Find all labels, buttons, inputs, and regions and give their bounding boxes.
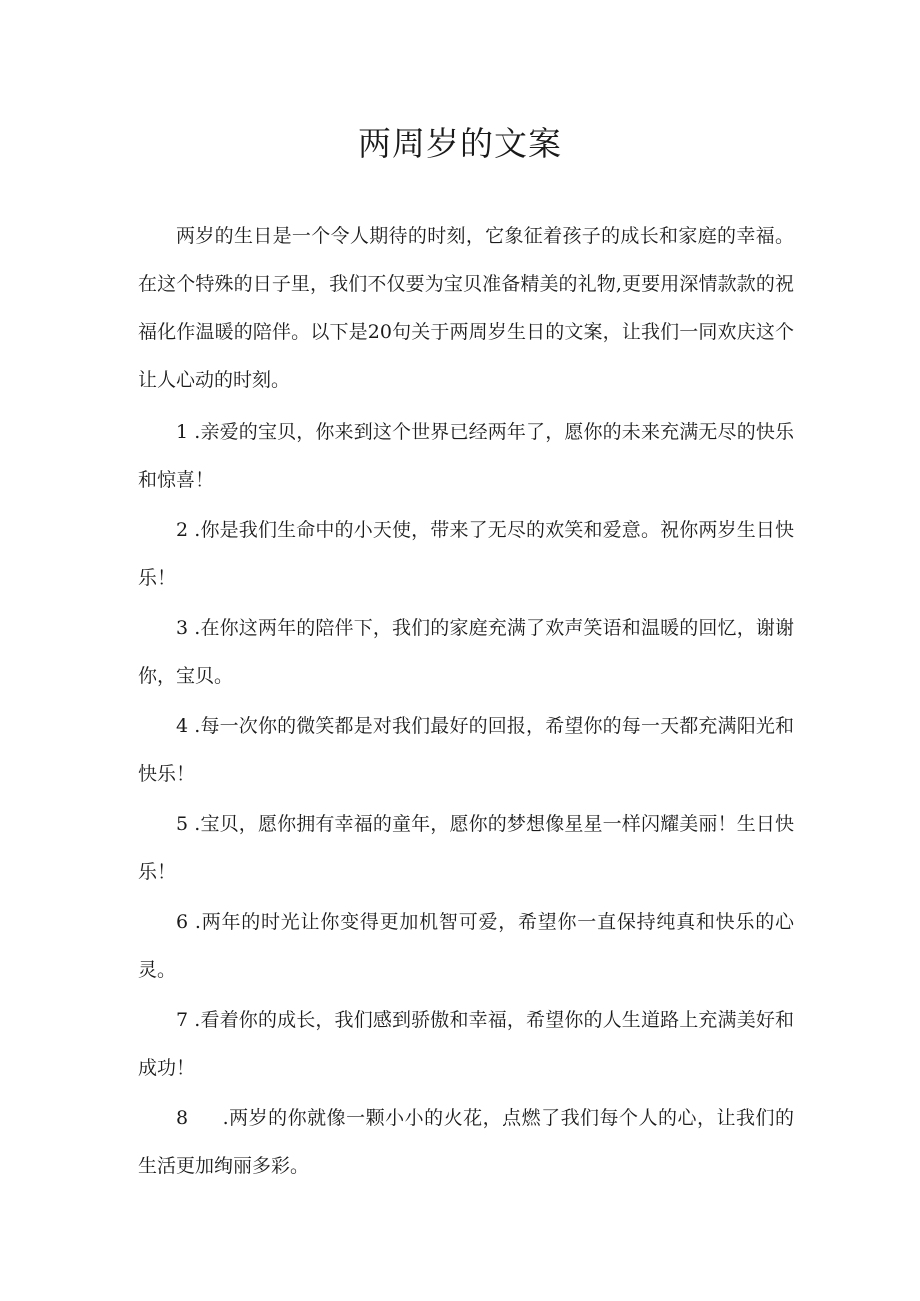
document-body [138, 212, 794, 1192]
item-number: 5 [176, 813, 189, 835]
list-item [138, 996, 794, 1092]
list-item [138, 1094, 794, 1190]
list-item [138, 506, 794, 602]
list-item [138, 408, 794, 504]
list-item [138, 604, 794, 700]
item-text: .宝贝，愿你拥有幸福的童年，愿你的梦想像星星一样闪耀美丽！生日快乐！ [138, 813, 795, 883]
item-text: .看着你的成长，我们感到骄傲和幸福，希望你的人生道路上充满美好和成功！ [138, 1009, 795, 1079]
item-text: .每一次你的微笑都是对我们最好的回报，希望你的每一天都充满阳光和快乐！ [138, 715, 795, 785]
page-title: 两周岁的文案 [358, 124, 562, 163]
list-item [138, 800, 794, 896]
item-number: 8 [176, 1107, 189, 1129]
item-text: .两岁的你就像一颗小小的火花，点燃了我们每个人的心，让我们的生活更加绚丽多彩。 [138, 1107, 795, 1177]
item-text: .在你这两年的陪伴下，我们的家庭充满了欢声笑语和温暖的回忆，谢谢你，宝贝。 [138, 617, 795, 687]
item-number: 1 [176, 421, 189, 443]
item-number: 2 [176, 519, 189, 541]
list-item [138, 898, 794, 994]
item-text: .亲爱的宝贝，你来到这个世界已经两年了，愿你的未来充满无尽的快乐和惊喜！ [138, 421, 795, 491]
list-item [138, 702, 794, 798]
item-number: 4 [176, 715, 189, 737]
item-number: 7 [176, 1009, 189, 1031]
intro-paragraph: 两岁的生日是一个令人期待的时刻，它象征着孩子的成长和家庭的幸福。在这个特殊的日子里，我们不仅要为宝贝准备精美的礼物,更要用深情款款的祝福化作温暖的陪伴。以下是20句关于两周岁生日的文案，让我们一同欢庆这个让人心动的时刻。 [138, 225, 794, 391]
item-text: .两年的时光让你变得更加机智可爱，希望你一直保持纯真和快乐的心灵。 [138, 911, 794, 981]
item-text: .你是我们生命中的小天使，带来了无尽的欢笑和爱意。祝你两岁生日快乐！ [138, 519, 795, 589]
item-number: 3 [176, 617, 189, 639]
item-number: 6 [176, 911, 189, 933]
